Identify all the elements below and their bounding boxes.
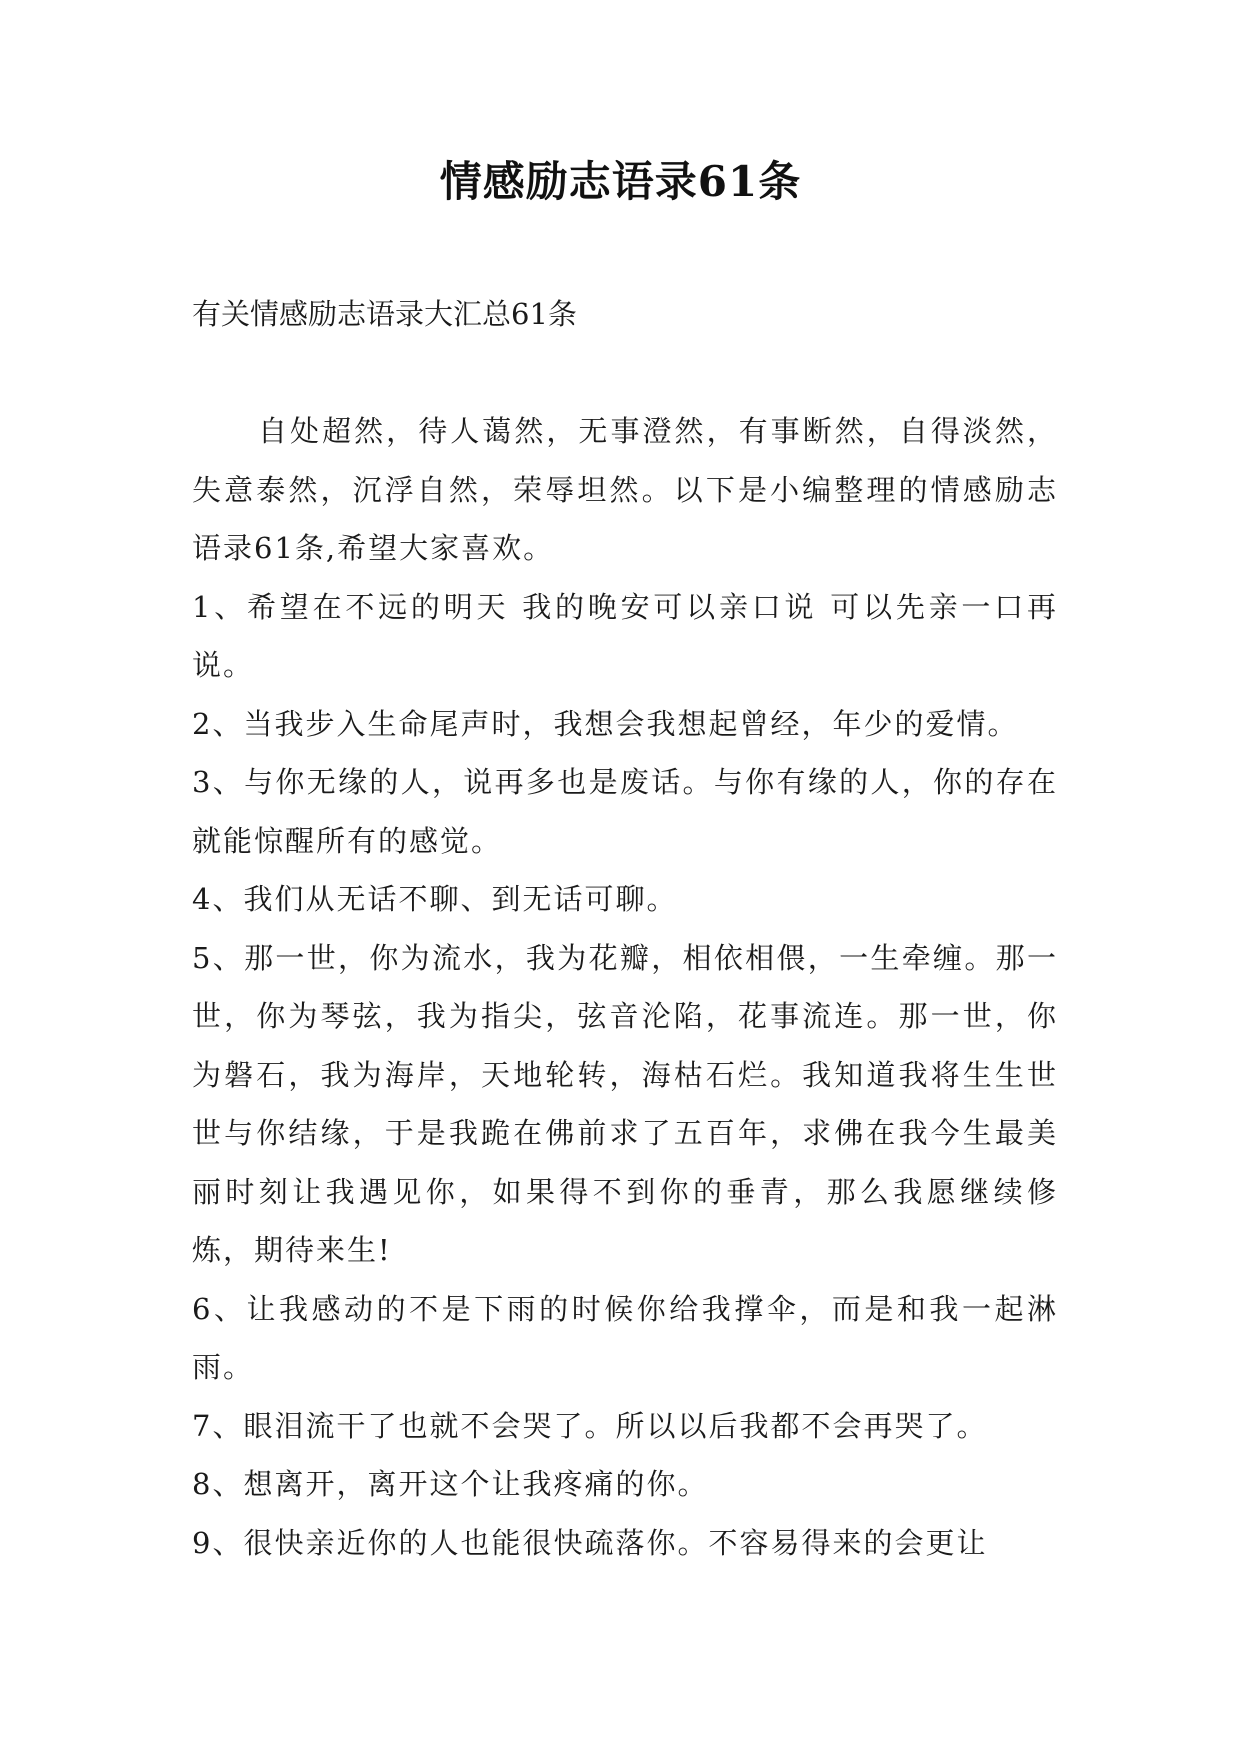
list-item: 6、让我感动的不是下雨的时候你给我撑伞，而是和我一起淋雨。 (192, 1291, 1058, 1384)
document-title: 情感励志语录61条 (439, 157, 802, 206)
list-item: 5、那一世，你为流水，我为花瓣，相依相偎，一生牵缠。那一世，你为琴弦，我为指尖，弦音沦陷，花事流连。那一世，你为磐石，我为海岸，天地轮转，海枯石烂。我知道我将生生世世与你结缘，于是我跪在佛前求了五百年，求佛在我今生最美丽时刻让我遇见你，如果得不到你的垂青，那么我愿继续修炼，期待来生! (192, 940, 1058, 1267)
document-subtitle: 有关情感励志语录大汇总61条 (192, 297, 577, 331)
list-item: 7、眼泪流干了也就不会哭了。所以以后我都不会再哭了。 (192, 1408, 988, 1443)
intro-paragraph: 自处超然，待人蔼然，无事澄然，有事断然，自得淡然，失意泰然，沉浮自然，荣辱坦然。以下是小编整理的情感励志语录61条,希望大家喜欢。 (192, 414, 1058, 565)
list-item: 8、想离开，离开这个让我疼痛的你。 (192, 1467, 709, 1501)
list-item: 4、我们从无话不聊、到无话可聊。 (192, 882, 678, 916)
list-item: 2、当我步入生命尾声时，我想会我想起曾经，年少的爱情。 (192, 706, 1019, 741)
document-body (192, 402, 1058, 1572)
list-item: 3、与你无缘的人，说再多也是废话。与你有缘的人，你的存在就能惊醒所有的感觉。 (192, 765, 1058, 858)
list-item: 1、希望在不远的明天 我的晚安可以亲口说 可以先亲一口再说。 (192, 589, 1058, 682)
list-item: 9、很快亲近你的人也能很快疏落你。不容易得来的会更让 (192, 1525, 988, 1560)
